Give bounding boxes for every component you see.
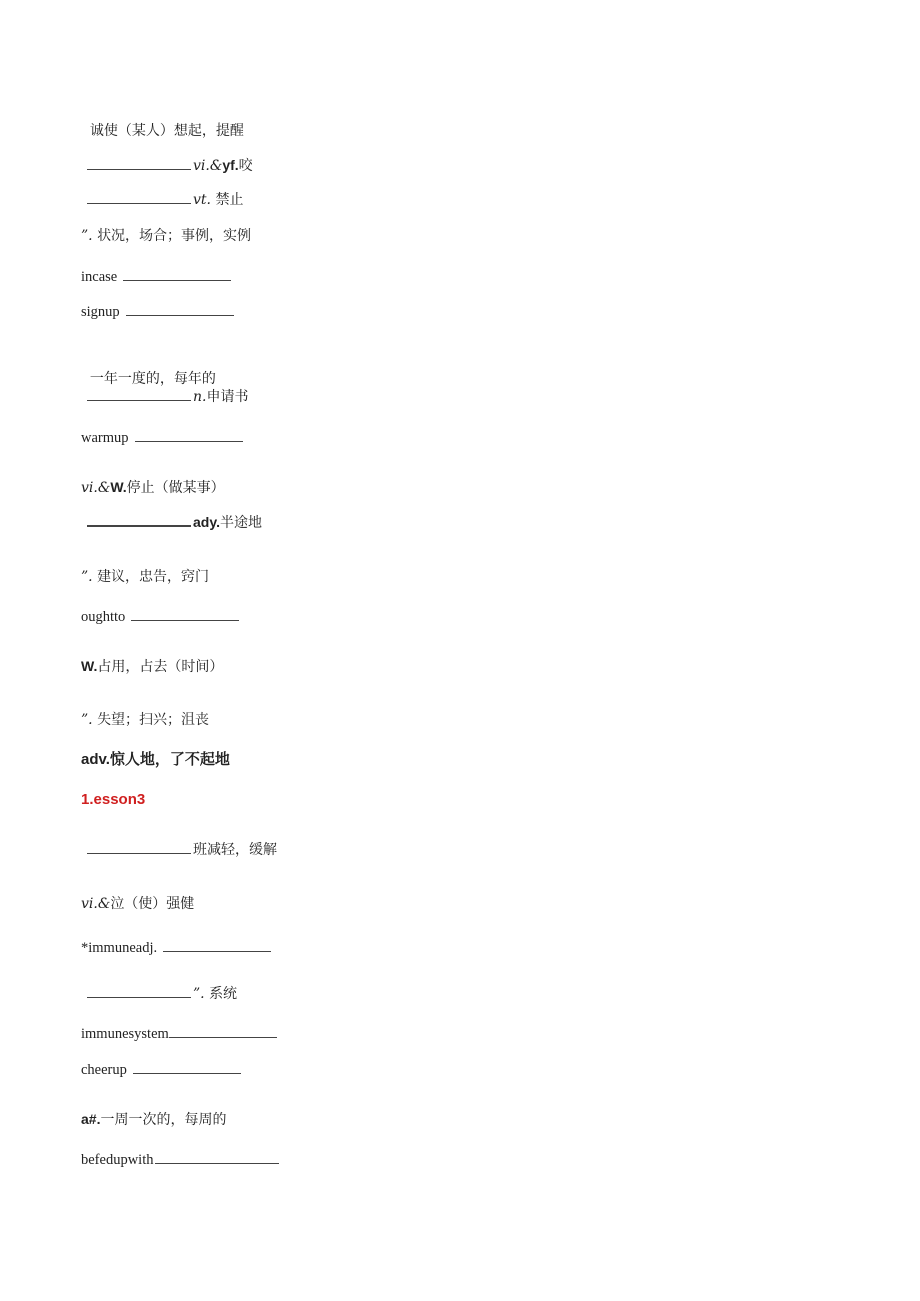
vocab-line-remind — [81, 104, 244, 140]
definition-text: 状况，场合；事例，实例 — [97, 228, 252, 244]
vocab-line-immune — [81, 939, 271, 957]
phrase-text: cheerup — [81, 1062, 127, 1078]
answer-blank[interactable] — [135, 429, 243, 442]
phrase-text: signup — [81, 304, 120, 320]
definition-text: 班减轻，缓解 — [193, 842, 277, 858]
vocab-line-amazingly — [81, 751, 230, 769]
vocab-line-incase — [81, 268, 231, 286]
vocab-line-application — [81, 388, 248, 406]
vocab-line-annual — [81, 352, 216, 388]
answer-blank[interactable] — [87, 388, 191, 401]
phrase-text: *immuneadj. — [81, 940, 158, 956]
vocab-line-relieve — [81, 841, 277, 859]
definition-text: 失望；扫兴；沮丧 — [97, 712, 210, 728]
vocab-line-weekly — [81, 1110, 226, 1129]
vocab-line-signup — [81, 303, 234, 321]
vocab-line-bite — [81, 156, 253, 175]
pos-label: ”. — [193, 986, 205, 1002]
vocab-line-cheerup — [81, 1061, 241, 1079]
phrase-text: incase — [81, 269, 118, 285]
answer-blank[interactable] — [87, 157, 191, 170]
vocab-line-oughtto — [81, 608, 239, 626]
phrase-text: befedupwith — [81, 1152, 154, 1168]
pos-label: ”. — [81, 712, 93, 728]
phrase-text: oughtto — [81, 609, 126, 625]
answer-blank[interactable] — [87, 841, 191, 854]
answer-blank[interactable] — [163, 939, 271, 952]
answer-blank[interactable] — [87, 191, 191, 204]
lesson-heading — [81, 791, 145, 809]
pos-label: vi.& — [81, 896, 111, 912]
pos-bold: a#. — [81, 1111, 101, 1127]
vocab-line-system — [81, 985, 237, 1003]
pos-label: ”. — [81, 228, 93, 244]
vocab-line-ban — [81, 191, 243, 209]
vocab-line-occupy — [81, 657, 223, 676]
definition-text: 半途地 — [219, 515, 262, 531]
definition-text: 一周一次的，每周的 — [100, 1112, 227, 1128]
pos-bold: yf. — [222, 157, 239, 173]
vocab-line-halfway — [81, 513, 262, 532]
definition-text: 禁止 — [215, 192, 244, 208]
vocab-line-warmup — [81, 429, 243, 447]
vocab-line-disappointment — [81, 711, 209, 729]
vocab-line-befedupwith — [81, 1151, 281, 1169]
phrase-text: warmup — [81, 430, 129, 446]
phrase-text: immunesystem — [81, 1026, 169, 1042]
pos-bold: W. — [81, 658, 98, 674]
answer-blank[interactable] — [155, 1151, 279, 1164]
pos-bold: ady. — [193, 514, 220, 530]
vocab-line-immunesystem — [81, 1025, 279, 1043]
pos-bold: W. — [110, 479, 127, 495]
definition-text: 一年一度的，每年的 — [89, 371, 216, 387]
pos-label: n. — [193, 389, 207, 405]
pos-label: vi.& — [81, 480, 111, 496]
definition-bold: adv.惊人地，了不起地 — [81, 751, 230, 768]
answer-blank[interactable] — [123, 268, 231, 281]
definition-text: 建议，忠告，窍门 — [97, 569, 210, 585]
definition-text: 泣（使）强健 — [110, 896, 195, 912]
definition-text: 停止（做某事） — [126, 480, 225, 496]
answer-blank[interactable] — [133, 1061, 241, 1074]
answer-blank[interactable] — [87, 513, 191, 527]
definition-text: 系统 — [209, 986, 238, 1002]
definition-text: 申请书 — [206, 389, 249, 405]
section-title: 1.esson3 — [81, 791, 146, 808]
definition-text: 诚使（某人）想起，提醒 — [89, 123, 244, 139]
pos-label: vi.& — [193, 158, 223, 174]
answer-blank[interactable] — [126, 303, 234, 316]
answer-blank[interactable] — [169, 1025, 277, 1038]
pos-label: ”. — [81, 569, 93, 585]
answer-blank[interactable] — [87, 985, 191, 998]
vocab-line-instance — [81, 227, 251, 245]
definition-text: 占用，占去（时间） — [97, 659, 224, 675]
pos-label: vt. — [193, 192, 211, 208]
answer-blank[interactable] — [131, 608, 239, 621]
definition-text: 咬 — [238, 158, 253, 174]
vocab-line-tip — [81, 568, 209, 586]
vocab-line-strengthen — [81, 895, 194, 913]
vocab-line-quit — [81, 478, 225, 497]
